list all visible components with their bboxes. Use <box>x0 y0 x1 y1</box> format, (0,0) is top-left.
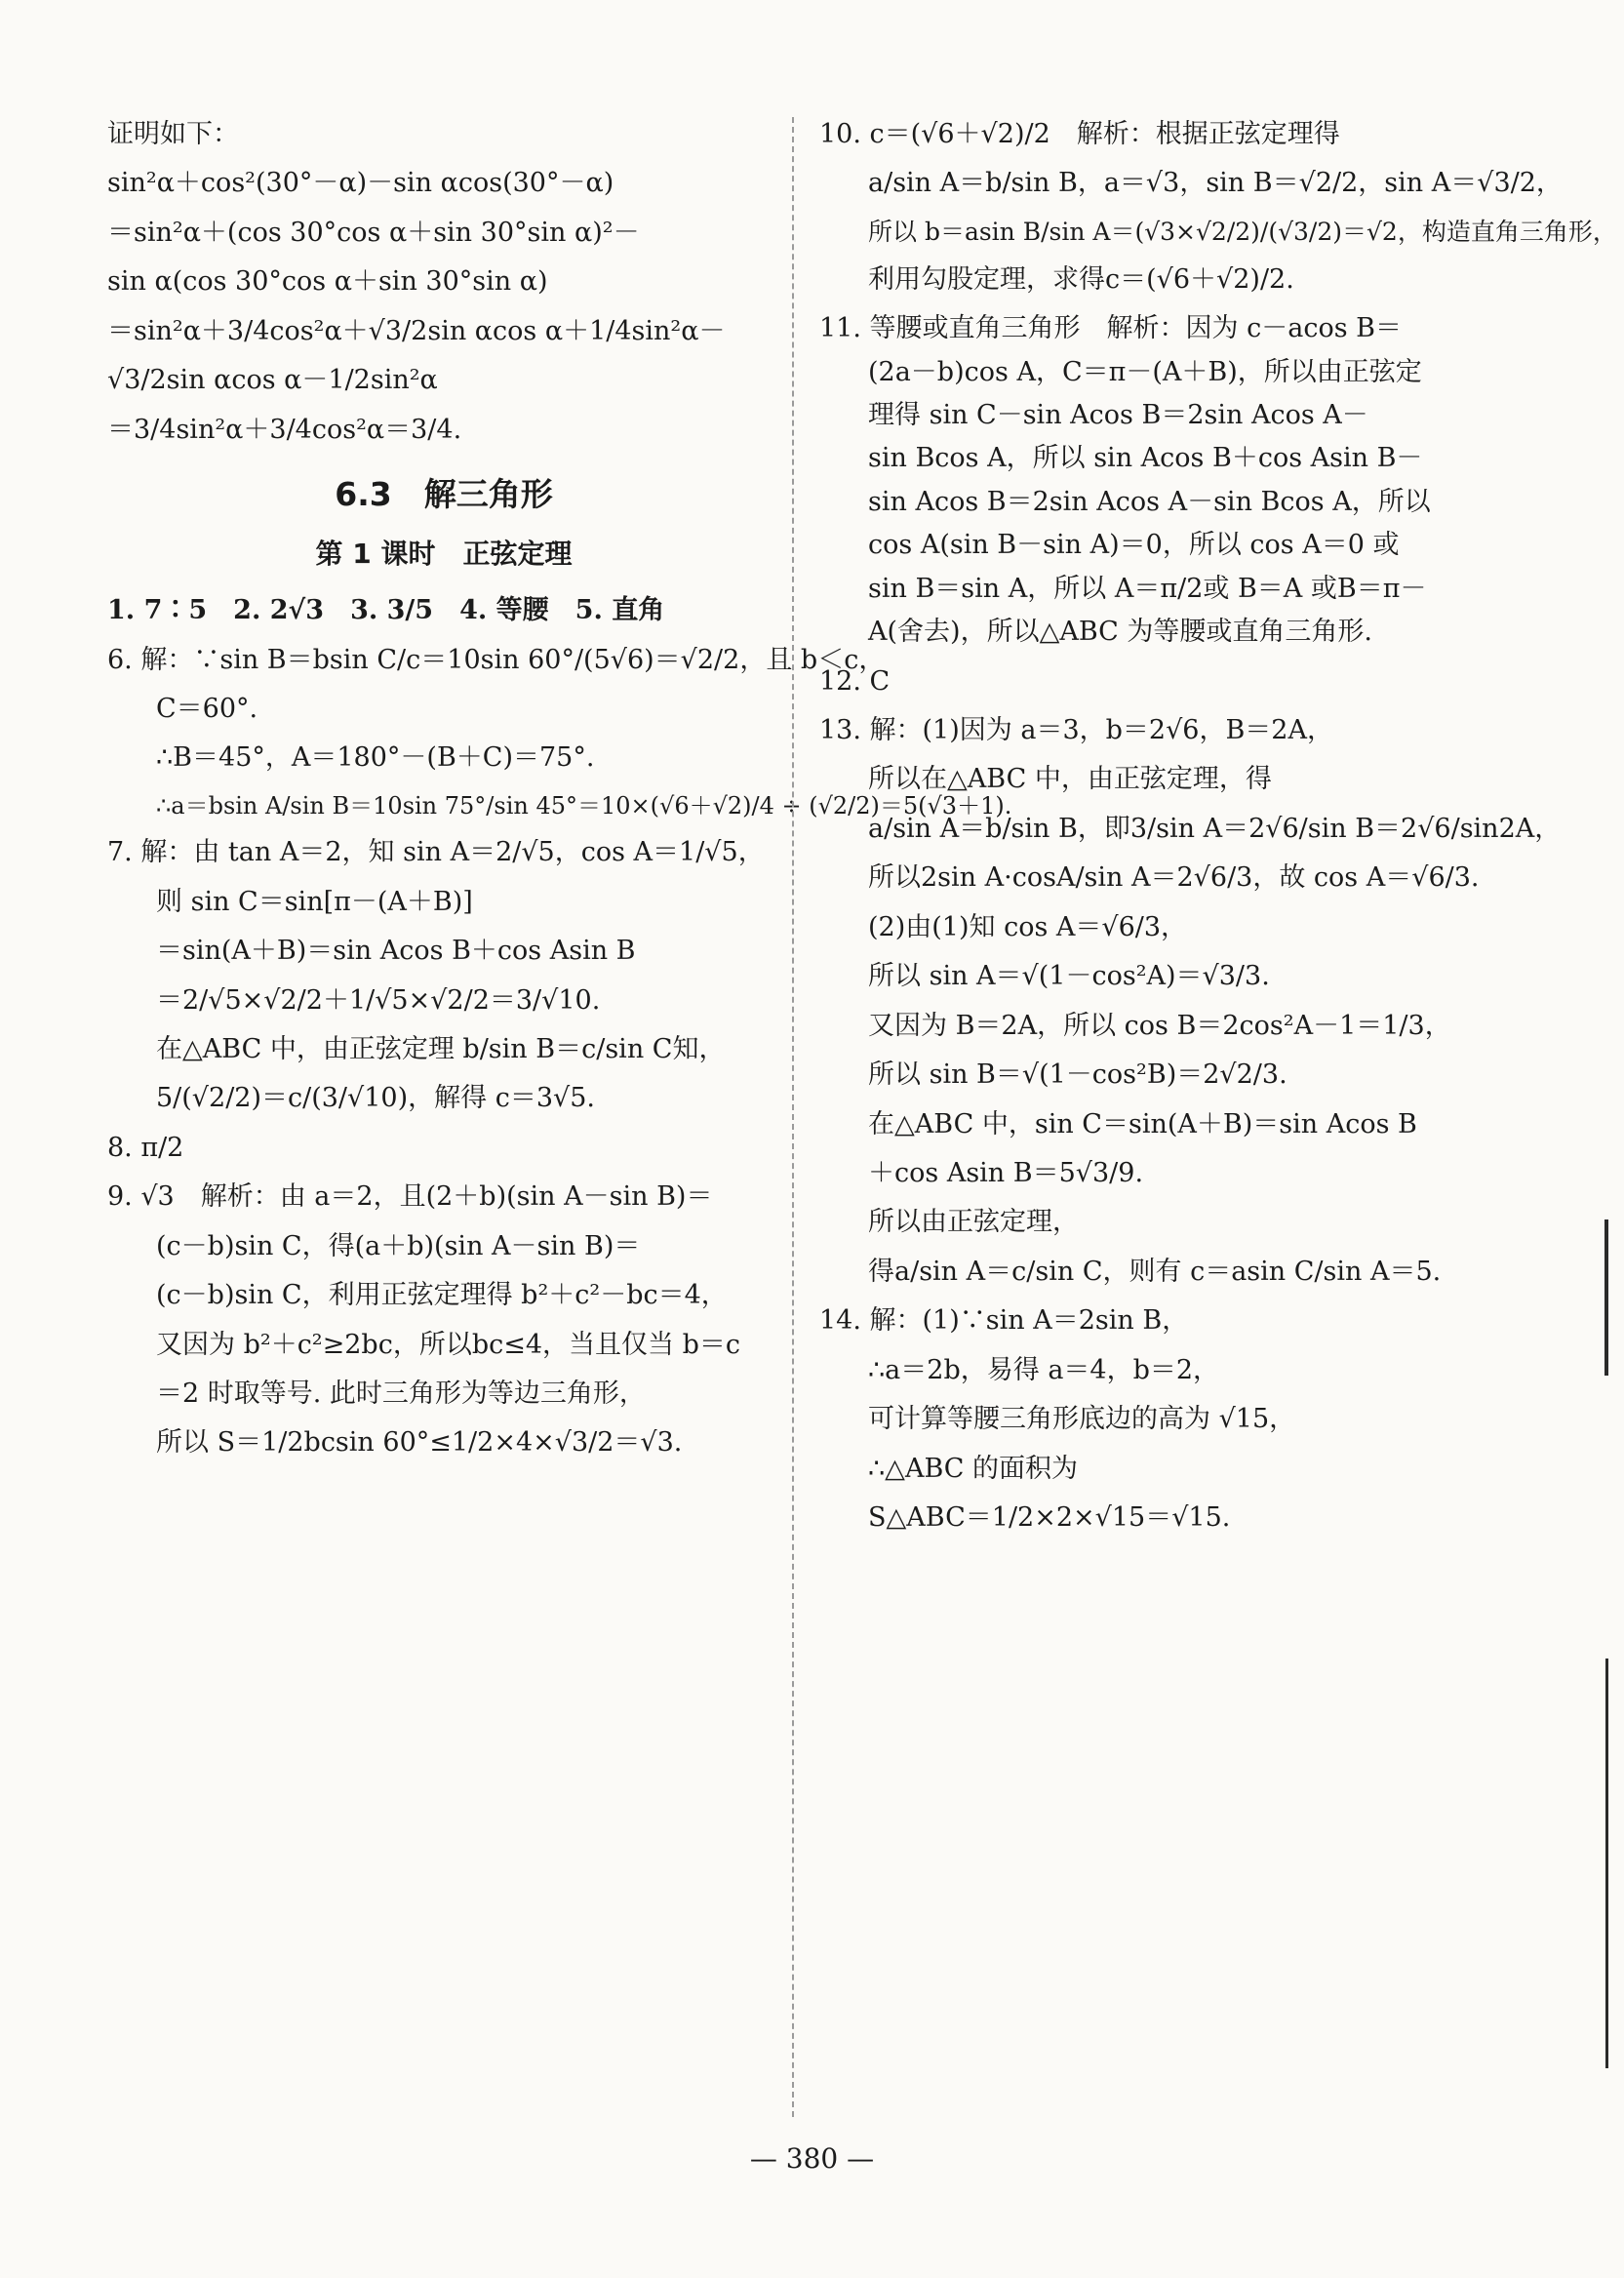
q7-line: ＝sin(A＋B)＝sin Acos B＋cos Asin B <box>156 936 636 967</box>
q9-line: (c－b)sin C，利用正弦定理得 b²＋c²－bc＝4， <box>156 1280 728 1311</box>
section-title: 6.3 解三角形 <box>335 475 553 514</box>
q11-line: cos A(sin B－sin A)＝0，所以 cos A＝0 或 <box>868 530 1400 561</box>
q13-line: 13. 解：(1)因为 a＝3，b＝2√6，B＝2A， <box>819 715 1333 745</box>
q14-line: ∴a＝2b，易得 a＝4，b＝2， <box>868 1354 1220 1385</box>
q9-line: ＝2 时取等号. 此时三角形为等边三角形， <box>156 1379 646 1410</box>
scan-edge-mark <box>1605 1659 1608 2068</box>
q13-line: 又因为 B＝2A，所以 cos B＝2cos²A－1＝1/3， <box>868 1010 1451 1041</box>
question-9 <box>107 1179 780 1461</box>
question-12: 12. C <box>819 665 891 697</box>
question-11 <box>819 311 1522 651</box>
question-13 <box>819 713 1562 1290</box>
q11-line: sin Bcos A，所以 sin Acos B＋cos Asin B－ <box>868 443 1423 474</box>
q7-line: ＝2/√5×√2/2＋1/√5×√2/2＝3/√10. <box>156 984 601 1016</box>
proof-line: √3/2sin αcos α－1/2sin²α <box>107 365 438 396</box>
q9-line: 所以 S＝1/2bcsin 60°≤1/2×4×√3/2＝√3. <box>156 1427 683 1459</box>
q6-line: ∴B＝45°，A＝180°－(B＋C)＝75°. <box>156 742 595 774</box>
q13-line: a/sin A＝b/sin B，即3/sin A＝2√6/sin B＝2√6/sin2A， <box>868 813 1562 844</box>
proof-line: ＝sin²α＋(cos 30°cos α＋sin 30°sin α)²－ <box>107 217 640 248</box>
question-10 <box>819 117 1617 298</box>
q7-line: 7. 解：由 tan A＝2，知 sin A＝2/√5，cos A＝1/√5， <box>107 837 765 868</box>
question-7 <box>107 835 780 1117</box>
proof-line: sin²α＋cos²(30°－α)－sin αcos(30°－α) <box>107 168 614 199</box>
q9-line: 又因为 b²＋c²≥2bc，所以bc≤4，当且仅当 b＝c <box>156 1329 741 1360</box>
q11-line: (2a－b)cos A，C＝π－(A＋B)，所以由正弦定 <box>868 356 1422 387</box>
q10-line: 10. c＝(√6＋√2)/2 解析：根据正弦定理得 <box>819 119 1340 149</box>
column-divider <box>792 117 794 2117</box>
q11-line: sin Acos B＝2sin Acos A－sin Bcos A，所以 <box>868 486 1431 517</box>
page-number: — 380 — <box>749 2142 875 2175</box>
question-8: 8. π/2 <box>107 1132 184 1163</box>
q10-line: 利用勾股定理，求得c＝(√6＋√2)/2. <box>868 263 1294 295</box>
q6-line: ∴a＝bsin A/sin B＝10sin 75°/sin 45°＝10×(√6＋√2)/4 ÷ (√2/2)＝5(√3＋1). <box>156 791 1012 819</box>
proof-block <box>107 166 780 448</box>
q14-line: S△ABC＝1/2×2×√15＝√15. <box>868 1502 1231 1533</box>
q13-line: 所以由正弦定理， <box>868 1207 1079 1238</box>
q13-line: ＋cos Asin B＝5√3/9. <box>868 1157 1144 1188</box>
q7-line: 则 sin C＝sin[π－(A＋B)] <box>156 886 473 917</box>
q11-line: 11. 等腰或直角三角形 解析：因为 c－acos B＝ <box>819 313 1402 344</box>
q13-line: 所以 sin B＝√(1－cos²B)＝2√2/3. <box>868 1059 1287 1091</box>
proof-line: ＝sin²α＋3/4cos²α＋√3/2sin αcos α＋1/4sin²α－ <box>107 315 726 346</box>
q13-line: 所以在△ABC 中，由正弦定理，得 <box>868 764 1272 795</box>
q7-line: 5/(√2/2)＝c/(3/√10)，解得 c＝3√5. <box>156 1083 595 1114</box>
q14-line: 可计算等腰三角形底边的高为 √15， <box>868 1404 1296 1435</box>
q9-line: (c－b)sin C，得(a＋b)(sin A－sin B)＝ <box>156 1230 641 1261</box>
proof-line: sin α(cos 30°cos α＋sin 30°sin α) <box>107 266 548 298</box>
q13-line: 所以2sin A·cosA/sin A＝2√6/3，故 cos A＝√6/3. <box>868 862 1480 894</box>
scan-edge-mark <box>1604 1219 1608 1376</box>
q6-line: 6. 解：∵sin B＝bsin C/c＝10sin 60°/(5√6)＝√2/2，且 b＜c， <box>107 644 886 675</box>
q13-line: 在△ABC 中，sin C＝sin(A＋B)＝sin Acos B <box>868 1108 1417 1139</box>
q9-line: 9. √3 解析：由 a＝2，且(2＋b)(sin A－sin B)＝ <box>107 1181 713 1213</box>
q7-line: 在△ABC 中，由正弦定理 b/sin B＝c/sin C知， <box>156 1033 726 1064</box>
q10-line: a/sin A＝b/sin B，a＝√3，sin B＝√2/2，sin A＝√3/2， <box>868 168 1563 199</box>
q11-line: sin B＝sin A，所以 A＝π/2或 B＝A 或B＝π－ <box>868 573 1427 604</box>
q14-line: ∴△ABC 的面积为 <box>868 1453 1079 1484</box>
q10-line: 所以 b＝asin B/sin A＝(√3×√2/2)/(√3/2)＝√2，构造直角三角形， <box>868 217 1617 246</box>
q13-line: (2)由(1)知 cos A＝√6/3， <box>868 911 1188 942</box>
short-answers: 1. 7∶5 2. 2√3 3. 3/5 4. 等腰 5. 直角 <box>107 595 665 626</box>
q11-line: 理得 sin C－sin Acos B＝2sin Acos A－ <box>868 399 1368 430</box>
q11-line: A(舍去)，所以△ABC 为等腰或直角三角形. <box>868 617 1372 648</box>
q14-line: 14. 解：(1)∵sin A＝2sin B， <box>819 1305 1189 1337</box>
right-column <box>819 117 1617 1549</box>
q13-line: 得a/sin A＝c/sin C，则有 c＝asin C/sin A＝5. <box>868 1256 1442 1287</box>
lesson-title: 第 1 课时 正弦定理 <box>315 538 573 571</box>
q6-line: C＝60°. <box>156 693 258 724</box>
question-14 <box>819 1303 1522 1536</box>
proof-intro: 证明如下： <box>107 119 239 149</box>
proof-line: ＝3/4sin²α＋3/4cos²α＝3/4. <box>107 414 462 445</box>
q13-line: 所以 sin A＝√(1－cos²A)＝√3/3. <box>868 961 1270 992</box>
